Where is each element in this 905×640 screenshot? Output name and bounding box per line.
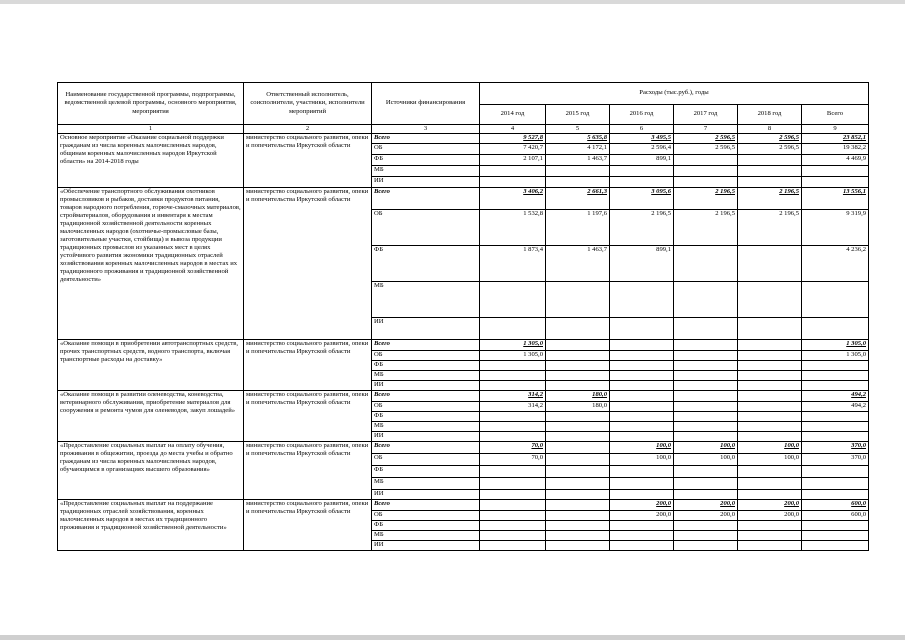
header-expenses: Расходы (тыс.руб.), годы xyxy=(480,83,869,105)
table-row xyxy=(58,442,869,454)
funding-source: Всего xyxy=(372,340,480,351)
year-value xyxy=(674,478,738,490)
year-value xyxy=(738,318,802,340)
year-value xyxy=(610,381,674,391)
year-value: 200,0 xyxy=(610,500,674,511)
year-value: 3 095,6 xyxy=(610,188,674,210)
year-value xyxy=(546,351,610,361)
year-value xyxy=(480,531,546,541)
table-row xyxy=(58,188,869,210)
year-value: 899,1 xyxy=(610,246,674,282)
executor: министерство социального развития, опеки и попечительства Иркутской области xyxy=(244,188,372,340)
year-value xyxy=(674,490,738,500)
year-value xyxy=(546,454,610,466)
header-year: 2014 год xyxy=(480,105,546,125)
column-number: 6 xyxy=(610,125,674,134)
funding-source: Всего xyxy=(372,500,480,511)
year-value xyxy=(738,422,802,432)
year-value xyxy=(480,422,546,432)
table-body xyxy=(58,134,869,551)
total-value xyxy=(802,371,869,381)
total-value: 494,2 xyxy=(802,391,869,402)
total-value: 600,0 xyxy=(802,511,869,521)
year-value xyxy=(674,381,738,391)
year-value xyxy=(610,340,674,351)
year-value: 899,1 xyxy=(610,155,674,166)
year-value: 1 532,8 xyxy=(480,210,546,246)
year-value xyxy=(546,442,610,454)
funding-source: ОБ xyxy=(372,351,480,361)
year-value xyxy=(674,412,738,422)
year-value xyxy=(546,381,610,391)
year-value xyxy=(480,478,546,490)
funding-source: МБ xyxy=(372,371,480,381)
year-value xyxy=(674,318,738,340)
year-value xyxy=(738,541,802,551)
year-value xyxy=(674,432,738,442)
funding-source: МБ xyxy=(372,478,480,490)
header-year: 2015 год xyxy=(546,105,610,125)
year-value: 100,0 xyxy=(738,454,802,466)
year-value xyxy=(546,371,610,381)
year-value: 2 196,5 xyxy=(674,188,738,210)
year-value xyxy=(610,402,674,412)
year-value xyxy=(738,412,802,422)
year-value xyxy=(610,531,674,541)
funding-source: ИИ xyxy=(372,490,480,500)
year-value: 2 596,5 xyxy=(674,144,738,155)
header-source: Источники финансирования xyxy=(372,83,480,125)
year-value xyxy=(610,318,674,340)
year-value xyxy=(674,351,738,361)
year-value xyxy=(674,521,738,531)
year-value: 100,0 xyxy=(674,454,738,466)
header-total: Всего xyxy=(802,105,869,125)
year-value: 314,2 xyxy=(480,391,546,402)
year-value xyxy=(674,340,738,351)
total-value: 370,0 xyxy=(802,454,869,466)
year-value: 1 305,0 xyxy=(480,351,546,361)
year-value: 200,0 xyxy=(674,500,738,511)
header-year: 2018 год xyxy=(738,105,802,125)
year-value xyxy=(546,478,610,490)
year-value xyxy=(738,531,802,541)
year-value xyxy=(610,371,674,381)
year-value: 9 527,8 xyxy=(480,134,546,144)
year-value: 2 661,3 xyxy=(546,188,610,210)
year-value xyxy=(610,541,674,551)
year-value xyxy=(546,318,610,340)
year-value xyxy=(738,361,802,371)
year-value xyxy=(738,166,802,177)
funding-source: ОБ xyxy=(372,511,480,521)
funding-source: ФБ xyxy=(372,361,480,371)
total-value: 19 382,2 xyxy=(802,144,869,155)
year-value xyxy=(674,371,738,381)
year-value: 200,0 xyxy=(610,511,674,521)
column-number: 9 xyxy=(802,125,869,134)
table-row xyxy=(58,500,869,511)
year-value: 100,0 xyxy=(738,442,802,454)
funding-source: Всего xyxy=(372,391,480,402)
year-value: 1 305,0 xyxy=(480,340,546,351)
funding-source: ОБ xyxy=(372,402,480,412)
year-value xyxy=(674,402,738,412)
funding-source: ОБ xyxy=(372,454,480,466)
year-value xyxy=(738,155,802,166)
year-value: 7 420,7 xyxy=(480,144,546,155)
year-value xyxy=(610,351,674,361)
header-year: 2016 год xyxy=(610,105,674,125)
column-number: 1 xyxy=(58,125,244,134)
year-value xyxy=(738,282,802,318)
activity-name: «Оказание помощи в развитии оленеводства, коневодства, ветеринарного обслуживания, приобретение материалов для сооружения и ремонта чумов для оленеводов, закуп лошадей» xyxy=(58,391,244,442)
funding-source: ИИ xyxy=(372,177,480,188)
funding-source: ИИ xyxy=(372,318,480,340)
year-value: 1 873,4 xyxy=(480,246,546,282)
funding-source: ФБ xyxy=(372,412,480,422)
activity-name: «Оказание помощи в приобретении автотранспортных средств, прочих транспортных средств, водного транспорта, включая транспортные расходы на доставку» xyxy=(58,340,244,391)
year-value xyxy=(738,340,802,351)
total-value: 23 852,1 xyxy=(802,134,869,144)
year-value xyxy=(480,541,546,551)
year-value xyxy=(738,177,802,188)
year-value xyxy=(674,531,738,541)
year-value xyxy=(610,466,674,478)
scan-edge-bottom xyxy=(0,635,905,640)
year-value xyxy=(546,541,610,551)
table-row xyxy=(58,340,869,351)
year-value xyxy=(546,282,610,318)
year-value xyxy=(546,412,610,422)
year-value: 2 596,5 xyxy=(738,144,802,155)
year-value xyxy=(480,381,546,391)
year-value xyxy=(674,282,738,318)
year-value xyxy=(674,541,738,551)
year-value xyxy=(480,412,546,422)
executor: министерство социального развития, опеки и попечительства Иркутской области xyxy=(244,340,372,391)
year-value: 2 196,5 xyxy=(610,210,674,246)
year-value xyxy=(480,282,546,318)
year-value xyxy=(546,500,610,511)
year-value xyxy=(546,422,610,432)
year-value xyxy=(674,391,738,402)
total-value xyxy=(802,381,869,391)
total-value: 370,0 xyxy=(802,442,869,454)
column-number: 2 xyxy=(244,125,372,134)
year-value xyxy=(546,432,610,442)
year-value: 2 596,5 xyxy=(738,134,802,144)
column-number: 4 xyxy=(480,125,546,134)
year-value: 314,2 xyxy=(480,402,546,412)
total-value xyxy=(802,432,869,442)
year-value: 200,0 xyxy=(738,500,802,511)
year-value: 180,0 xyxy=(546,391,610,402)
funding-source: ФБ xyxy=(372,521,480,531)
funding-source: ИИ xyxy=(372,432,480,442)
total-value: 4 469,9 xyxy=(802,155,869,166)
activity-name: Основное мероприятие «Оказание социальной поддержки гражданам из числа коренных малочисленных народов, общинам коренных малочисленных народов Иркутской области» на 2014-2018 годы xyxy=(58,134,244,188)
header-year: 2017 год xyxy=(674,105,738,125)
total-value xyxy=(802,282,869,318)
funding-source: Всего xyxy=(372,188,480,210)
year-value xyxy=(738,521,802,531)
year-value xyxy=(480,432,546,442)
total-value: 1 305,0 xyxy=(802,351,869,361)
total-value xyxy=(802,521,869,531)
year-value xyxy=(610,412,674,422)
year-value: 2 107,1 xyxy=(480,155,546,166)
funding-source: ИИ xyxy=(372,541,480,551)
column-number: 5 xyxy=(546,125,610,134)
year-value xyxy=(546,521,610,531)
year-value: 200,0 xyxy=(738,511,802,521)
funding-source: ОБ xyxy=(372,144,480,155)
year-value xyxy=(674,466,738,478)
year-value xyxy=(738,466,802,478)
year-value xyxy=(480,177,546,188)
year-value: 100,0 xyxy=(610,442,674,454)
total-value: 9 319,9 xyxy=(802,210,869,246)
total-value xyxy=(802,318,869,340)
total-value xyxy=(802,478,869,490)
year-value: 100,0 xyxy=(610,454,674,466)
funding-source: ИИ xyxy=(372,381,480,391)
total-value xyxy=(802,361,869,371)
year-value xyxy=(610,391,674,402)
funding-source: МБ xyxy=(372,531,480,541)
funding-source: Всего xyxy=(372,134,480,144)
year-value: 2 196,5 xyxy=(674,210,738,246)
year-value xyxy=(674,177,738,188)
total-value xyxy=(802,541,869,551)
year-value xyxy=(610,166,674,177)
year-value: 3 406,2 xyxy=(480,188,546,210)
year-value xyxy=(546,466,610,478)
year-value xyxy=(480,521,546,531)
year-value xyxy=(480,371,546,381)
year-value xyxy=(480,361,546,371)
header-executor: Ответственный исполнитель, соисполнители, участники, исполнители мероприятий xyxy=(244,83,372,125)
expenses-table xyxy=(57,82,869,551)
year-value: 5 635,8 xyxy=(546,134,610,144)
year-value xyxy=(738,381,802,391)
year-value xyxy=(546,177,610,188)
year-value xyxy=(738,371,802,381)
year-value xyxy=(480,166,546,177)
year-value xyxy=(546,511,610,521)
year-value xyxy=(738,391,802,402)
total-value xyxy=(802,490,869,500)
executor: министерство социального развития, опеки и попечительства Иркутской области xyxy=(244,391,372,442)
year-value: 100,0 xyxy=(674,442,738,454)
year-value xyxy=(738,432,802,442)
column-number: 3 xyxy=(372,125,480,134)
total-value xyxy=(802,422,869,432)
year-value xyxy=(738,351,802,361)
year-value xyxy=(674,166,738,177)
year-value xyxy=(480,318,546,340)
column-number: 7 xyxy=(674,125,738,134)
total-value: 600,0 xyxy=(802,500,869,511)
year-value xyxy=(674,361,738,371)
year-value: 2 196,5 xyxy=(738,210,802,246)
executor: министерство социального развития, опеки и попечительства Иркутской области xyxy=(244,442,372,500)
funding-source: ФБ xyxy=(372,155,480,166)
year-value xyxy=(610,422,674,432)
year-value xyxy=(546,340,610,351)
total-value xyxy=(802,166,869,177)
year-value: 180,0 xyxy=(546,402,610,412)
total-value: 4 236,2 xyxy=(802,246,869,282)
total-value xyxy=(802,531,869,541)
year-value xyxy=(610,361,674,371)
table-row xyxy=(58,391,869,402)
funding-source: ФБ xyxy=(372,466,480,478)
year-value xyxy=(610,490,674,500)
year-value xyxy=(546,490,610,500)
year-value xyxy=(546,361,610,371)
year-value xyxy=(738,402,802,412)
year-value: 70,0 xyxy=(480,454,546,466)
year-value xyxy=(610,478,674,490)
year-value: 200,0 xyxy=(674,511,738,521)
year-value: 1 463,7 xyxy=(546,246,610,282)
year-value: 1 197,6 xyxy=(546,210,610,246)
executor: министерство социального развития, опеки и попечительства Иркутской области xyxy=(244,500,372,551)
header-name: Наименование государственной программы, подпрограммы, ведомственной целевой программы, основного мероприятия, мероприятия xyxy=(58,83,244,125)
year-value: 2 196,5 xyxy=(738,188,802,210)
activity-name: «Предоставление социальных выплат на оплату обучения, проживания в общежитии, проезда до места учебы и обратно гражданам из числа коренных малочисленных народов, обучающимся в организациях высшего образования» xyxy=(58,442,244,500)
year-value xyxy=(480,490,546,500)
column-number: 8 xyxy=(738,125,802,134)
year-value xyxy=(546,531,610,541)
year-value xyxy=(674,422,738,432)
year-value xyxy=(738,246,802,282)
year-value xyxy=(480,466,546,478)
year-value xyxy=(738,478,802,490)
year-value xyxy=(610,521,674,531)
year-value: 2 596,4 xyxy=(610,144,674,155)
scan-edge-top xyxy=(0,0,905,4)
funding-source: ФБ xyxy=(372,246,480,282)
total-value: 1 305,0 xyxy=(802,340,869,351)
year-value xyxy=(610,177,674,188)
activity-name: «Предоставление социальных выплат на поддержание традиционных отраслей хозяйствования, коренных малочисленных народов в местах их традиционного проживания и традиционной хозяйственной деятельности» xyxy=(58,500,244,551)
total-value xyxy=(802,466,869,478)
funding-source: Всего xyxy=(372,442,480,454)
funding-source: МБ xyxy=(372,166,480,177)
executor: министерство социального развития, опеки и попечительства Иркутской области xyxy=(244,134,372,188)
total-value xyxy=(802,412,869,422)
year-value: 3 495,5 xyxy=(610,134,674,144)
funding-source: МБ xyxy=(372,422,480,432)
year-value: 70,0 xyxy=(480,442,546,454)
year-value: 2 596,5 xyxy=(674,134,738,144)
total-value: 494,2 xyxy=(802,402,869,412)
year-value xyxy=(480,511,546,521)
activity-name: «Обеспечение транспортного обслуживания охотников промысловиков и рыбаков, доставки продуктов питания, товаров народного потребления, горюче-смазочных материалов, стройматериалов, оборудования и инвентаря к местам традиционной хозяйственной деятельности коренных малочисленных народов (охотничье-промысловые базы, заготовительные участки, стойбища) и вывоза продукции традиционных промыслов из указанных мест в целях устойчивого развития экономики традиционных отраслей хозяйствования коренных малочисленных народов в местах их традиционного проживания и традиционной хозяйственной деятельности» xyxy=(58,188,244,340)
total-value xyxy=(802,177,869,188)
table-row xyxy=(58,134,869,144)
funding-source: МБ xyxy=(372,282,480,318)
total-value: 13 556,1 xyxy=(802,188,869,210)
year-value xyxy=(546,166,610,177)
year-value xyxy=(674,155,738,166)
year-value xyxy=(610,432,674,442)
year-value xyxy=(480,500,546,511)
year-value: 4 172,1 xyxy=(546,144,610,155)
year-value xyxy=(674,246,738,282)
funding-source: ОБ xyxy=(372,210,480,246)
year-value: 1 463,7 xyxy=(546,155,610,166)
year-value xyxy=(610,282,674,318)
year-value xyxy=(738,490,802,500)
